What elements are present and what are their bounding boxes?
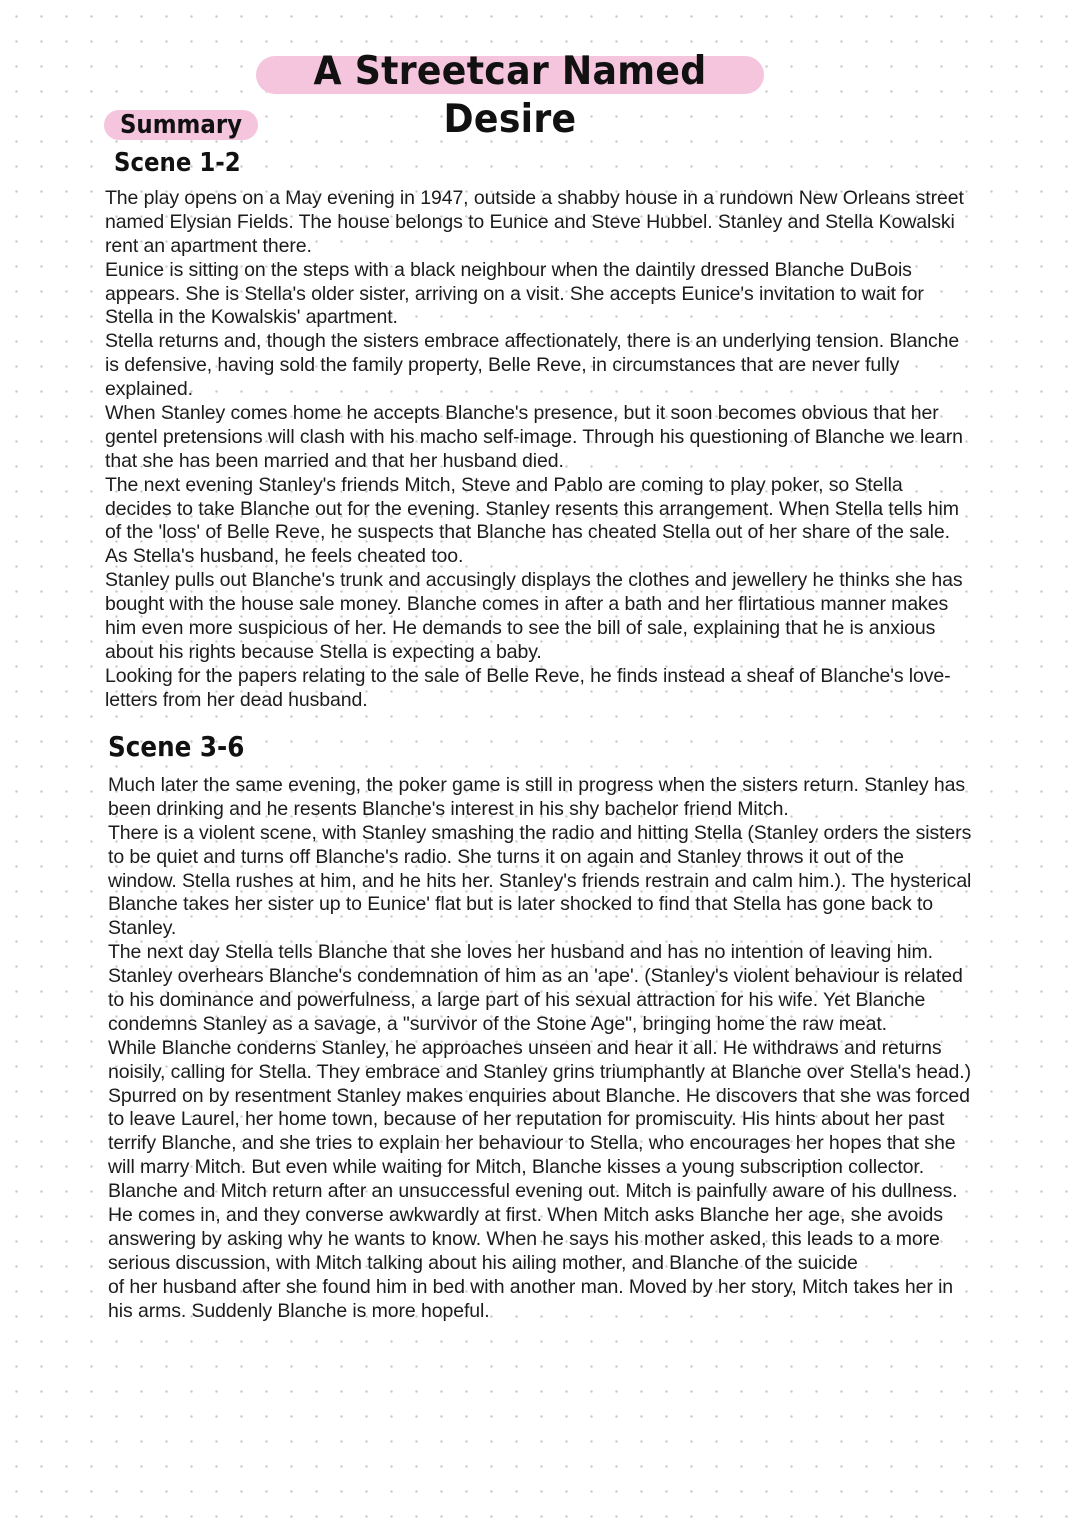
section-text-scene-3-6 [108,774,971,1323]
text-line: He comes in, and they converse awkwardly at first. When Mitch asks Blanche her age, she avoids [108,1204,943,1227]
text-line: of her husband after she found him in bed with another man. Moved by her story, Mitch takes her in [108,1275,954,1298]
text-line: appears. She is Stella's older sister, arriving on a visit. She accepts Eunice's invitation to wait for [105,282,924,305]
text-line: When Stanley comes home he accepts Blanche's presence, but it soon becomes obvious that her [105,402,939,425]
text-line: serious discussion, with Mitch talking about his ailing mother, and Blanche of the suicide [108,1251,858,1274]
text-line: of the 'loss' of Belle Reve, he suspects that Blanche has cheated Stella out of her share of the sale. [105,521,950,544]
text-line: While Blanche conderns Stanley, he approaches unseen and hear it all. He withdraws and returns [108,1036,942,1059]
summary-label: Summary [119,110,243,140]
text-line: will marry Mitch. But even while waiting for Mitch, Blanche kisses a young subscription collector. [108,1156,925,1179]
text-line: There is a violent scene, with Stanley smashing the radio and hitting Stella (Stanley orders the sisters [108,821,972,844]
text-line: named Elysian Fields. The house belongs to Eunice and Steve Hubbel. Stanley and Stella Kowalski [105,210,955,233]
text-line: Eunice is sitting on the steps with a black neighbour when the daintily dressed Blanche DuBois [105,258,912,281]
section-heading-scene-1-2: Scene 1-2 [114,148,241,178]
text-line: Blanche and Mitch return after an unsuccessful evening out. Mitch is painfully aware of his dullness. [108,1180,958,1203]
text-line: Stanley pulls out Blanche's trunk and accusingly displays the clothes and jewellery he thinks she has [105,569,963,592]
text-line: noisily, calling for Stella. They embrace and Stanley grins triumphantly at Blanche over Stella's head.) [108,1060,971,1083]
text-line: terrify Blanche, and she tries to explain her behaviour to Stella, who encourages her hopes that she [108,1132,956,1155]
text-line: window. Stella rushes at him, and he hits her. Stanley's friends restrain and calm him.). The hysterical [108,869,972,892]
text-line: As Stella's husband, he feels cheated too. [105,545,464,568]
text-line: him even more suspicious of her. He demands to see the bill of sale, explaining that he is anxious [105,617,936,640]
text-line: Stella in the Kowalskis' apartment. [105,306,398,329]
text-line: about his rights because Stella is expecting a baby. [105,640,542,663]
text-line: The next evening Stanley's friends Mitch, Steve and Pablo are coming to play poker, so Stella [105,473,903,496]
text-line: rent an apartment there. [105,234,312,257]
text-line: answering by asking why he wants to know. When he says his mother asked, this leads to a more [108,1227,940,1250]
text-line: Much later the same evening, the poker game is still in progress when the sisters return. Stanley has [108,774,965,796]
text-line: Looking for the papers relating to the sale of Belle Reve, he finds instead a sheaf of Blanche's love- [105,664,951,687]
text-line: Stanley. [108,917,177,940]
summary-label-block [104,108,258,142]
text-line: The play opens on a May evening in 1947, outside a shabby house in a rundown New Orleans street [105,187,964,209]
text-line: to be quiet and turns off Blanche's radio. She turns it on again and Stanley throws it out of the [108,845,904,868]
page-title: A Streetcar Named Desire [313,49,707,142]
text-line: The next day Stella tells Blanche that she loves her husband and has no intention of leaving him. [108,941,934,964]
text-line: explained. [105,378,193,401]
section-text-scene-1-2 [105,187,964,713]
text-line: to leave Laurel, her home town, because of her reputation for promiscuity. His hints about her past [108,1108,945,1131]
text-line: decides to take Blanche out for the evening. Stanley resents this arrangement. When Stella tells him [105,497,959,520]
text-line: his arms. Suddenly Blanche is more hopeful. [108,1299,490,1322]
text-line: to his dominance and powerfulness, a large part of his sexual attraction for his wife. Yet Blanche [108,989,926,1012]
text-line: letters from her dead husband. [105,688,368,711]
text-line: that she has been married and that her husband died. [105,449,564,472]
text-line: is defensive, having sold the family property, Belle Reve, in circumstances that are never fully [105,354,900,377]
text-line: condemns Stanley as a savage, a "survivor of the Stone Age", bringing home the raw meat. [108,1012,887,1035]
text-line: bought with the house sale money. Blanche comes in after a bath and her flirtatious manner makes [105,593,949,616]
page-title-block [256,49,764,142]
text-line: Blanche takes her sister up to Eunice' flat but is later shocked to find that Stella has gone back to [108,893,934,916]
text-line: Stella returns and, though the sisters embrace affectionately, there is an underlying tension. Blanche [105,330,960,353]
text-line: Spurred on by resentment Stanley makes enquiries about Blanche. He discovers that she was forced [108,1084,970,1107]
section-heading-scene-3-6: Scene 3-6 [108,730,245,763]
text-line: Stanley overhears Blanche's condemnation of him as an 'ape'. (Stanley's violent behaviour is related [108,965,963,988]
text-line: been drinking and he resents Blanche's interest in his shy bachelor friend Mitch. [108,797,789,820]
text-line: gentel pretensions will clash with his macho self-image. Through his questioning of Blanche we learn [105,425,963,448]
